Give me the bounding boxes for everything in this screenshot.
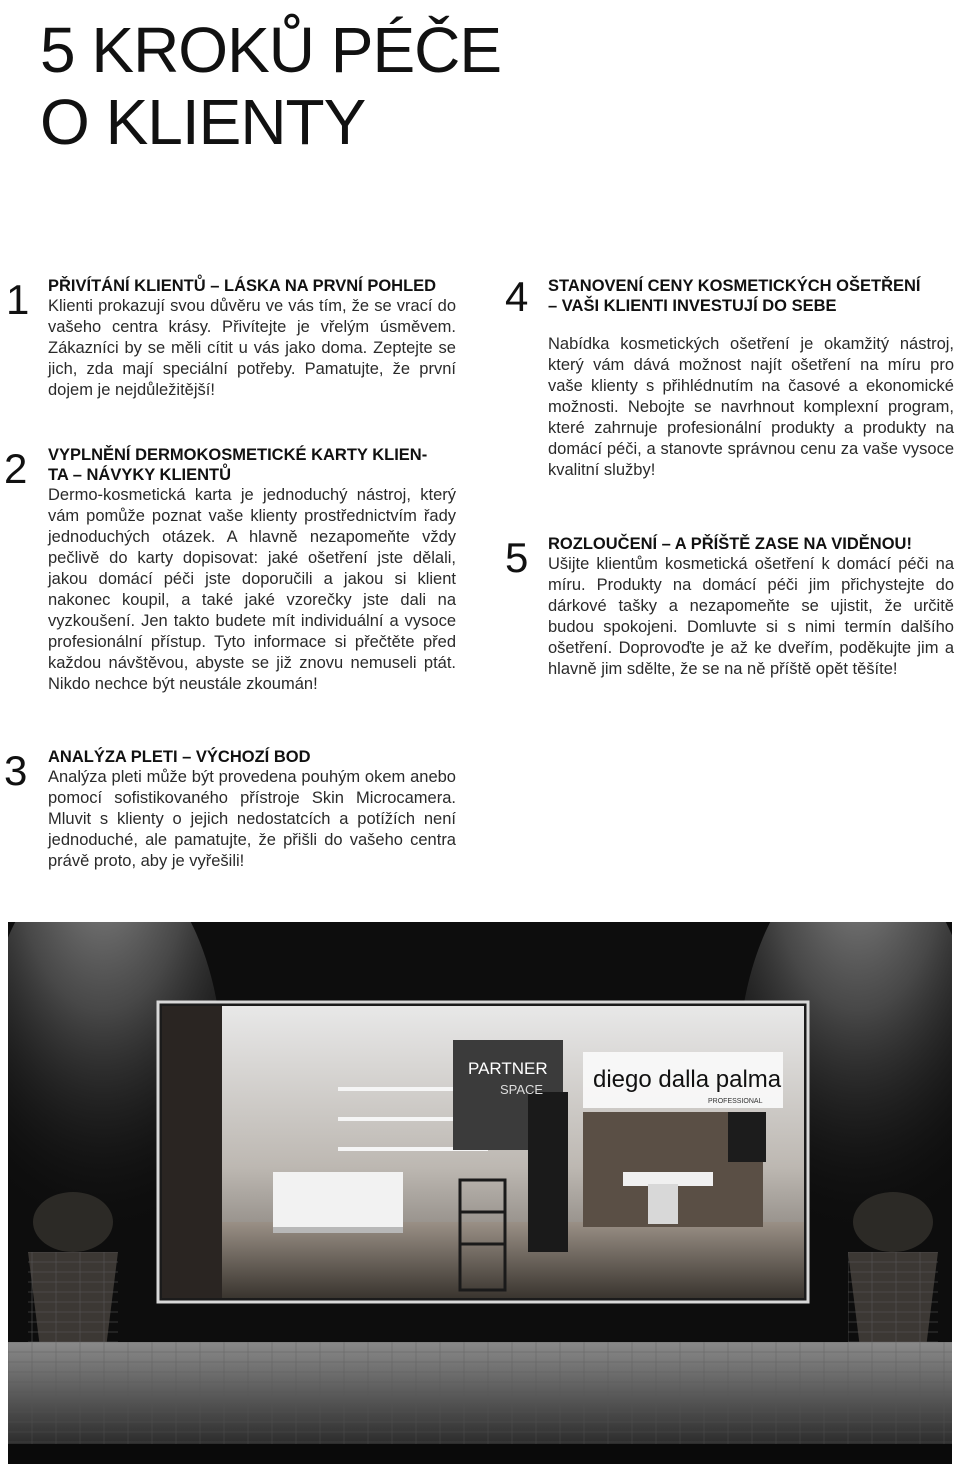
brand-logo: diego dalla palma (593, 1066, 782, 1093)
step-5-section (548, 534, 954, 680)
step-number-4: 4 (505, 273, 529, 320)
step-number-2: 2 (4, 445, 28, 492)
step-5-text: Ušijte klientům kosmetická ošetření k domácí péči na míru. Produkty na domácí péči jim přichystejte do dárkové tašky a nezapomeňte se ujistit, že určitě budou spokojeni. Domluvte si s nimi termín dalšího ošetření. Doprovoďte je až ke dveřím, poděkujte jim a hlavně jim sdělte, že se na ně příště opět těšíte! (548, 555, 954, 678)
partner-space-sign-sub: SPACE (500, 1082, 544, 1097)
storefront-illustration (8, 922, 952, 1464)
page-title-line1: 5 KROKŮ PÉČE (40, 14, 502, 86)
partner-space-sign: PARTNER (468, 1059, 548, 1078)
step-4-section (548, 276, 954, 481)
step-2-section (48, 445, 456, 695)
step-3-section (48, 747, 456, 872)
step-2-heading (48, 445, 456, 485)
step-1-text: Klienti prokazují svou důvěru ve vás tím, že se vrací do vašeho centra krásy. Přivítejte je vřelým úsměvem. Zákazníci by se měli cítit u vás jako doma. Zeptejte se jich, zda mají speciální potřeby. Pamatujte, že první dojem je nejdůležitější! (48, 297, 456, 399)
step-4-heading-line2: – VAŠI KLIENTI INVESTUJÍ DO SEBE (548, 297, 837, 315)
step-2-heading-line1: VYPLNĚNÍ DERMOKOSMETICKÉ KARTY KLIEN- (48, 446, 428, 464)
step-3-text: Analýza pleti může být provedena pouhým okem anebo pomocí sofistikovaného přístroje Skin Microcamera. Mluvit s klienty o jejich nedostatcích a potížích není jednoduché, ale pamatujte, že přišli do vašeho centra právě proto, aby je vyřešili! (48, 768, 456, 870)
step-number-1: 1 (6, 276, 30, 323)
step-2-text: Dermo-kosmetická karta je jednoduchý nástroj, který vám pomůže poznat vaše klienty prostřednictvím řady jednoduchých otázek. A hlavně nezapomeňte vždy pečlivě do karty dopisovat: jaké ošetření jste dělali, jakou domácí péči jste doporučili a jakou si klient nakonec koupil, a také jaké vzorečky jste dali na vyzkoušení. Jen takto budete mít individuální a vysoce profesionální přístup. Tyto informace si přečtěte před každou návštěvou, abyste se již znovu nemuseli ptát. Nikdo nechce být neustále zkoumán! (48, 486, 456, 693)
step-number-3: 3 (4, 747, 28, 794)
page-title-line2: O KLIENTY (40, 86, 366, 158)
step-number-5: 5 (505, 534, 529, 581)
step-1-section (48, 276, 456, 401)
step-3-heading: ANALÝZA PLETI – VÝCHOZÍ BOD (48, 748, 311, 766)
step-4-heading-line1: STANOVENÍ CENY KOSMETICKÝCH OŠETŘENÍ (548, 277, 921, 295)
step-2-heading-line2: TA – NÁVYKY KLIENTŮ (48, 466, 232, 484)
storefront-photo (8, 922, 952, 1464)
step-4-text: Nabídka kosmetických ošetření je okamžitý nástroj, který vám dává možnost najít ošetření na míru pro vaše klienty s přihlédnutím na časové a ekonomické možnosti. Nebojte se navrhnout komplexní program, které zahrnuje profesionální produkty a produkty na domácí péči, a stanovte správnou cenu za vaše vysoce kvalitní služby! (548, 335, 954, 479)
step-1-heading: PŘIVÍTÁNÍ KLIENTŮ – LÁSKA NA PRVNÍ POHLED (48, 277, 437, 295)
step-5-heading: ROZLOUČENÍ – A PŘÍŠTĚ ZASE NA VIDĚNOU! (548, 535, 912, 553)
page-title (40, 14, 501, 158)
brand-logo-sub: PROFESSIONAL (708, 1098, 763, 1105)
step-4-heading (548, 276, 954, 316)
